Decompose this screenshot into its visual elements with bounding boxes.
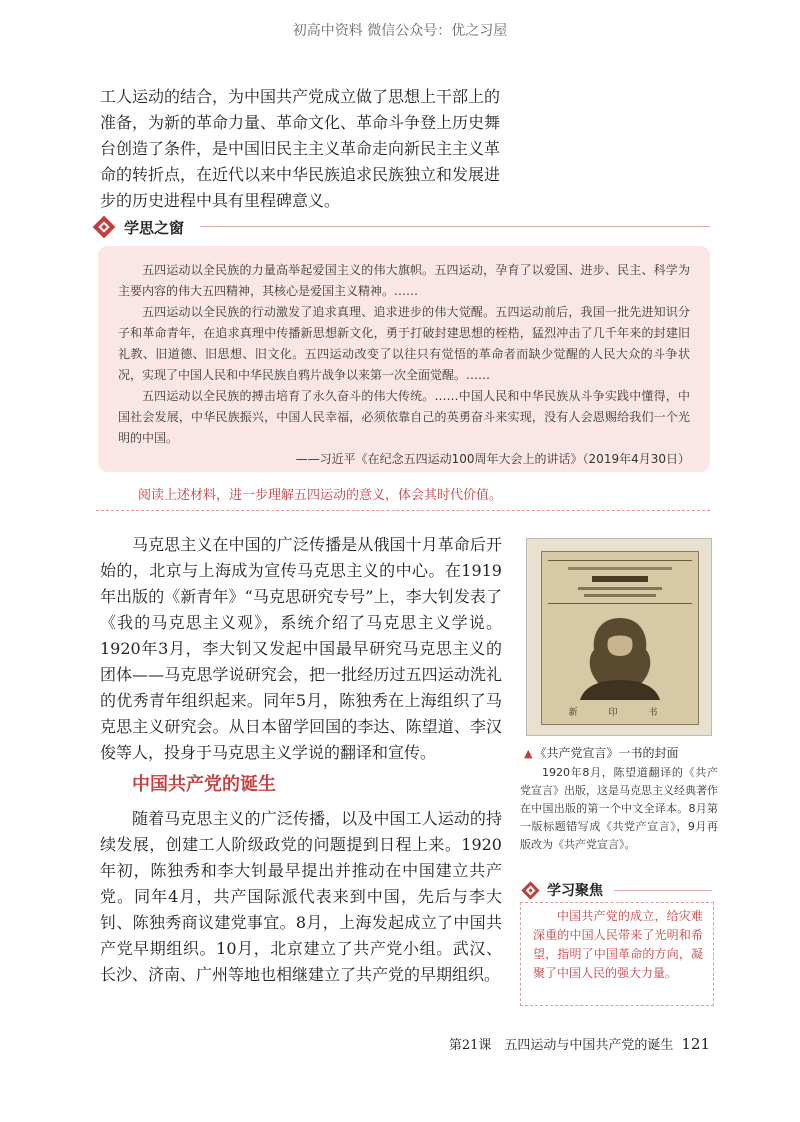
book-cover-illustration <box>541 551 699 725</box>
section-divider <box>96 510 710 511</box>
section-title: 中国共产党的诞生 <box>132 774 276 795</box>
learning-focus-heading <box>524 880 603 900</box>
quote-source: ——习近平《在纪念五四运动100周年大会上的讲话》（2019年4月30日） <box>295 452 690 466</box>
figure-caption-body: 1920年8月，陈望道翻译的《共产党宣言》出版，这是马克思主义经典著作在中国出版的第一个中文全译本。8月第一版标题错写成《共党产宣言》，9月再版改为《共产党宣言》。 <box>520 766 718 851</box>
marx-portrait-icon <box>570 610 670 700</box>
marxism-paragraph: 马克思主义在中国的广泛传播是从俄国十月革命后开始的，北京与上海成为宣传马克思主义的中心。在1919年出版的《新青年》“马克思研究专号”上，李大钊发表了《我的马克思主义观》，系统介绍了马克思主义学说。1920年3月，李大钊又发起中国最早研究马克思主义的团体——马克思学说研究会，把一批经历过五四运动洗礼的优秀青年组织起来。同年5月，陈独秀在上海组织了马克思主义研究会。从日本留学回国的李达、陈望道、李汉俊等人，投身于马克思主义学说的翻译和宣传。 <box>100 535 502 762</box>
reading-prompt: 阅读上述材料，进一步理解五四运动的意义，体会其时代价值。 <box>138 488 503 503</box>
caption-title-text: 《共产党宣言》一书的封面 <box>534 746 679 760</box>
page-number: 121 <box>681 1035 710 1053</box>
quote-paragraph: 五四运动以全民族的行动激发了追求真理、追求进步的伟大觉醒。五四运动前后，我国一批先进知识分子和革命青年，在追求真理中传播新思想新文化，勇于打破封建思想的桎梏，猛烈冲击了几千年来的封建旧礼教、旧道德、旧思想、旧文化。五四运动改变了以往只有觉悟的革命者而缺少觉醒的人民大众的斗争状况，实现了中国人民和中华民族自鸦片战争以来第一次全面觉醒。…… <box>118 305 690 382</box>
learning-focus-box <box>520 902 714 1006</box>
figure-caption-title <box>524 744 678 761</box>
quote-box <box>98 246 710 472</box>
quote-paragraph: 五四运动以全民族的搏击培育了永久奋斗的伟大传统。……中国人民和中华民族从斗争实践中懂得，中国社会发展，中华民族振兴，中国人民幸福，必须依靠自己的英勇奋斗来实现，没有人会恩赐给我们一个光明的中国。 <box>118 389 690 445</box>
cover-footer: 新 印 书 <box>568 708 672 718</box>
intro-paragraph: 工人运动的结合，为中国共产党成立做了思想上干部上的准备，为新的革命力量、革命文化、革命斗争登上历史舞台创造了条件，是中国旧民主主义革命走向新民主主义革命的转折点，在近代以来中华民族追求民族独立和发展进步的历史进程中具有里程碑意义。 <box>100 87 501 210</box>
diamond-icon <box>521 881 539 899</box>
thinking-window-heading <box>96 215 184 239</box>
heading-rule <box>200 226 710 227</box>
diamond-icon <box>93 216 116 239</box>
thinking-window-title: 学思之窗 <box>124 218 185 237</box>
lesson-title: 第21课 五四运动与中国共产党的诞生 <box>448 1038 674 1053</box>
triangle-icon: ▲ <box>524 747 533 760</box>
learning-focus-text: 中国共产党的成立，给灾难深重的中国人民带来了光明和希望，指明了中国革命的方向，凝聚了中国人民的强大力量。 <box>533 909 703 980</box>
manifesto-cover-photo <box>526 538 712 736</box>
focus-rule <box>614 890 712 891</box>
page-header: 初高中资料 微信公众号：优之习屋 <box>292 23 508 39</box>
cover-title-block <box>548 560 692 604</box>
learning-focus-title: 学习聚焦 <box>547 883 603 899</box>
party-founding-paragraph: 随着马克思主义的广泛传播，以及中国工人运动的持续发展，创建工人阶级政党的问题提到日程上来。1920年初，陈独秀和李大钊最早提出并推动在中国建立共产党。同年4月，共产国际派代表来到中国，先后与李大钊、陈独秀商议建党事宜。8月，上海发起成立了中国共产党早期组织。10月，北京建立了共产党小组。武汉、长沙、济南、广州等地也相继建立了共产党的早期组织。 <box>100 809 502 984</box>
quote-paragraph: 五四运动以全民族的力量高举起爱国主义的伟大旗帜。五四运动，孕育了以爱国、进步、民主、科学为主要内容的伟大五四精神，其核心是爱国主义精神。…… <box>118 263 690 298</box>
page-footer <box>449 1034 710 1053</box>
